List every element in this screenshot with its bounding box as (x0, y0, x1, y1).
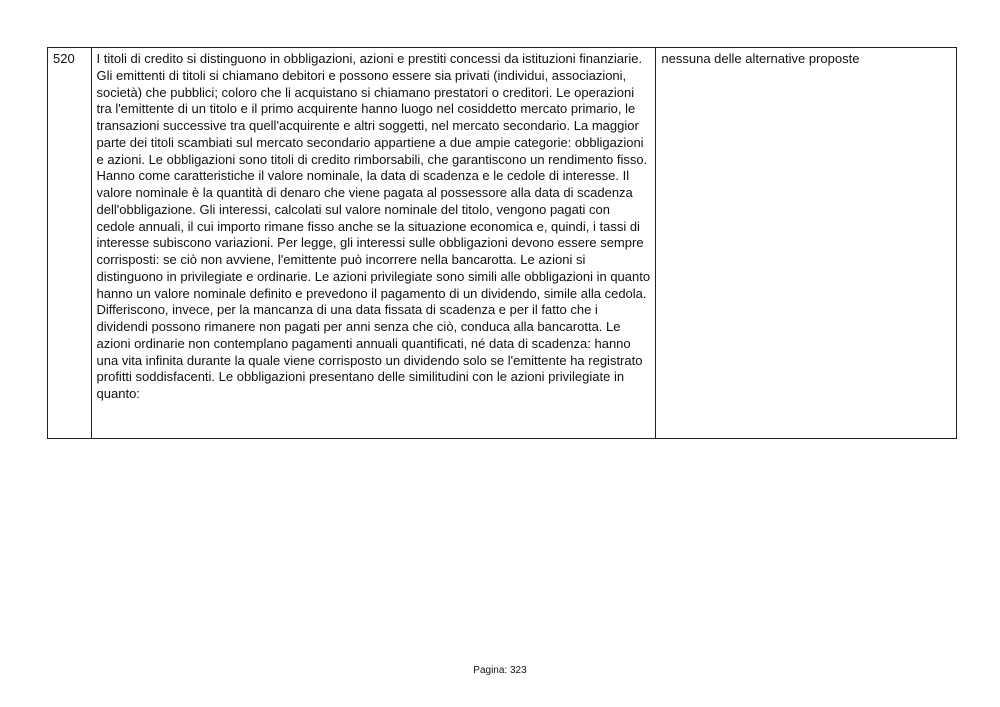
question-text: I titoli di credito si distinguono in obbligazioni, azioni e prestiti concessi da istituzioni finanziarie. Gli emittenti di titoli si chiamano debitori e possono essere sia privati (individui, associazioni, società) che pubblici; coloro che li acquistano si chiamano prestatori o creditori. Le operazioni tra l'emittente di un titolo e il primo acquirente hanno luogo nel cosiddetto mercato primario, le transazioni successive tra quell'acquirente e altri soggetti, nel mercato secondario. La maggior parte dei titoli scambiati sul mercato secondario appartiene a due ampie categorie: obbligazioni e azioni. Le obbligazioni sono titoli di credito rimborsabili, che garantiscono un rendimento fisso. Hanno come caratteristiche il valore nominale, la data di scadenza e le cedole di interesse. Il valore nominale è la quantità di denaro che viene pagata al possessore alla data di scadenza dell'obbligazione. Gli interessi, calcolati sul valore nominale del titolo, vengono pagati con cedole annuali, il cui importo rimane fisso anche se la situazione economica e, quindi, i tassi di interesse subiscono variazioni. Per legge, gli interessi sulle obbligazioni devono essere sempre corrisposti: se ciò non avviene, l'emittente può incorrere nella bancarotta. Le azioni si distinguono in privilegiate e ordinarie. Le azioni privilegiate sono simili alle obbligazioni in quanto hanno un valore nominale definito e prevedono il pagamento di un dividendo, simile alla cedola. Differiscono, invece, per la mancanza di una data fissata di scadenza e per il fatto che i dividendi possono rimanere non pagati per anni senza che ciò, conduca alla bancarotta. Le azioni ordinarie non contemplano pagamenti annuali quantificati, né data di scadenza: hanno una vita infinita durante la quale viene corrisposto un dividendo solo se l'emittente ha registrato profitti soddisfacenti. Le obbligazioni presentano delle similitudini con le azioni privilegiate in quanto: (96, 51, 651, 401)
question-cell (91, 48, 656, 439)
answer-text: nessuna delle alternative proposte (656, 48, 957, 439)
page-number: Pagina: 323 (473, 665, 527, 676)
table-row (48, 48, 957, 439)
question-table (47, 47, 957, 439)
question-number: 520 (48, 48, 92, 439)
